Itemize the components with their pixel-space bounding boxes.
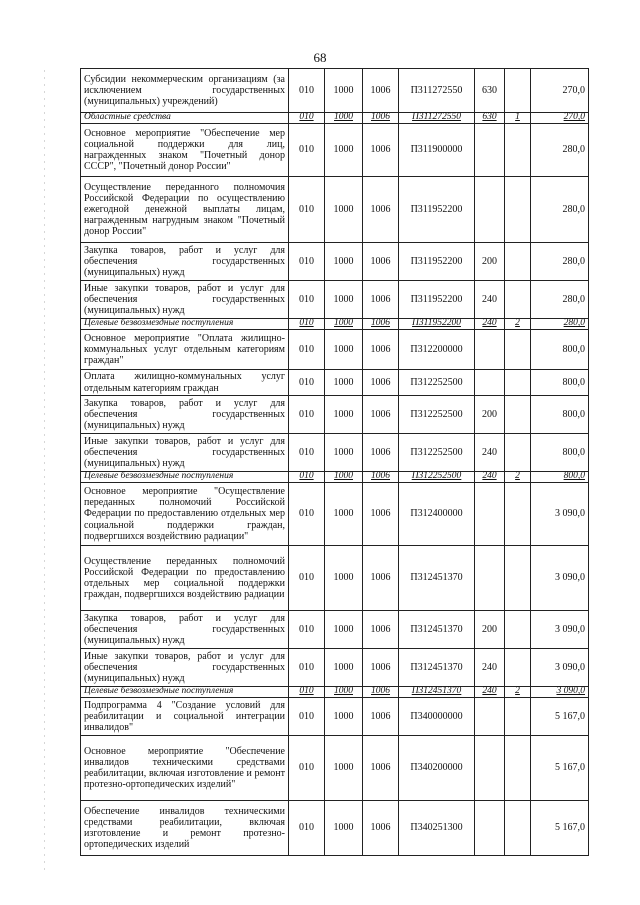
funding-source-code (505, 611, 531, 649)
expense-type-code (475, 736, 505, 801)
expense-type-code: 240 (475, 434, 505, 472)
amount: 800,0 (531, 434, 589, 472)
row-name: Основное мероприятие "Оплата жилищно-коммунальных услуг отдельным категориям граждан" (81, 330, 289, 370)
funding-source-code (505, 69, 531, 113)
funding-source-code: 2 (505, 319, 531, 330)
table-row (81, 243, 589, 281)
section-code: 1000 (325, 434, 363, 472)
table-row-funding-source (81, 687, 589, 698)
amount: 270,0 (531, 69, 589, 113)
binding-margin-marks (44, 70, 45, 870)
row-name: Целевые безвозмездные поступления (81, 319, 289, 330)
row-name: Иные закупки товаров, работ и услуг для обеспечения государственных (муниципальных) нужд (81, 434, 289, 472)
expense-type-code (475, 698, 505, 736)
section-code: 1000 (325, 124, 363, 177)
target-article-code: П312252500 (399, 396, 475, 434)
subsection-code: 1006 (363, 649, 399, 687)
row-name: Основное мероприятие "Обеспечение инвалидов техническими средствами реабилитации, включая изготовление и ремонт протезно-ортопедических изделий" (81, 736, 289, 801)
row-name: Областные средства (81, 113, 289, 124)
ministry-code: 010 (289, 611, 325, 649)
funding-source-code (505, 483, 531, 546)
amount: 3 090,0 (531, 687, 589, 698)
funding-source-code (505, 649, 531, 687)
ministry-code: 010 (289, 698, 325, 736)
section-code: 1000 (325, 801, 363, 856)
funding-source-code (505, 370, 531, 396)
funding-source-code (505, 736, 531, 801)
row-name: Иные закупки товаров, работ и услуг для обеспечения государственных (муниципальных) нужд (81, 649, 289, 687)
subsection-code: 1006 (363, 281, 399, 319)
ministry-code: 010 (289, 434, 325, 472)
amount: 3 090,0 (531, 611, 589, 649)
ministry-code: 010 (289, 330, 325, 370)
subsection-code: 1006 (363, 124, 399, 177)
row-name: Осуществление переданных полномочий Российской Федерации по предоставлению отдельных мер социальной поддержки граждан, подвергшихся воздействию радиации (81, 546, 289, 611)
funding-source-code (505, 281, 531, 319)
amount: 3 090,0 (531, 546, 589, 611)
target-article-code: П312400000 (399, 483, 475, 546)
section-code: 1000 (325, 687, 363, 698)
ministry-code: 010 (289, 370, 325, 396)
funding-source-code (505, 396, 531, 434)
ministry-code: 010 (289, 546, 325, 611)
expense-type-code: 630 (475, 113, 505, 124)
section-code: 1000 (325, 611, 363, 649)
section-code: 1000 (325, 370, 363, 396)
ministry-code: 010 (289, 736, 325, 801)
target-article-code: П312200000 (399, 330, 475, 370)
ministry-code: 010 (289, 177, 325, 243)
target-article-code: П312451370 (399, 546, 475, 611)
row-name: Субсидии некоммерческим организациям (за исключением государственных (муниципальных) учреждений) (81, 69, 289, 113)
expense-type-code (475, 124, 505, 177)
amount: 280,0 (531, 177, 589, 243)
funding-source-code (505, 124, 531, 177)
row-name: Целевые безвозмездные поступления (81, 687, 289, 698)
row-name: Оплата жилищно-коммунальных услуг отдельным категориям граждан (81, 370, 289, 396)
page-number: 68 (313, 50, 327, 65)
row-name: Осуществление переданного полномочия Российской Федерации по осуществлению ежегодной денежной выплаты лицам, награжденным нагрудным знаком "Почетный донор России" (81, 177, 289, 243)
table-row (81, 649, 589, 687)
subsection-code: 1006 (363, 396, 399, 434)
funding-source-code (505, 177, 531, 243)
funding-source-code (505, 801, 531, 856)
expense-type-code: 200 (475, 611, 505, 649)
expense-type-code (475, 177, 505, 243)
target-article-code: П340000000 (399, 698, 475, 736)
table-row-funding-source (81, 113, 589, 124)
row-name: Обеспечение инвалидов техническими средствами реабилитации, включая изготовление и ремонт протезно-ортопедических изделий (81, 801, 289, 856)
subsection-code: 1006 (363, 69, 399, 113)
section-code: 1000 (325, 396, 363, 434)
section-code: 1000 (325, 281, 363, 319)
ministry-code: 010 (289, 649, 325, 687)
subsection-code: 1006 (363, 736, 399, 801)
funding-source-code (505, 546, 531, 611)
budget-table (80, 68, 589, 856)
section-code: 1000 (325, 546, 363, 611)
funding-source-code (505, 243, 531, 281)
target-article-code: П312252500 (399, 472, 475, 483)
expense-type-code (475, 370, 505, 396)
table-row-funding-source (81, 319, 589, 330)
ministry-code: 010 (289, 472, 325, 483)
row-name: Закупка товаров, работ и услуг для обеспечения государственных (муниципальных) нужд (81, 611, 289, 649)
target-article-code: П312451370 (399, 611, 475, 649)
subsection-code: 1006 (363, 687, 399, 698)
amount: 3 090,0 (531, 649, 589, 687)
amount: 800,0 (531, 370, 589, 396)
ministry-code: 010 (289, 483, 325, 546)
ministry-code: 010 (289, 396, 325, 434)
amount: 800,0 (531, 396, 589, 434)
section-code: 1000 (325, 736, 363, 801)
target-article-code: П340251300 (399, 801, 475, 856)
table-row (81, 370, 589, 396)
target-article-code: П312252500 (399, 434, 475, 472)
amount: 800,0 (531, 472, 589, 483)
expense-type-code: 630 (475, 69, 505, 113)
target-article-code: П312451370 (399, 649, 475, 687)
funding-source-code: 1 (505, 113, 531, 124)
funding-source-code: 2 (505, 687, 531, 698)
target-article-code: П311952200 (399, 319, 475, 330)
expense-type-code: 240 (475, 687, 505, 698)
table-row (81, 611, 589, 649)
table-row (81, 483, 589, 546)
subsection-code: 1006 (363, 243, 399, 281)
ministry-code: 010 (289, 687, 325, 698)
table-row (81, 124, 589, 177)
amount: 270,0 (531, 113, 589, 124)
subsection-code: 1006 (363, 801, 399, 856)
section-code: 1000 (325, 698, 363, 736)
ministry-code: 010 (289, 113, 325, 124)
subsection-code: 1006 (363, 434, 399, 472)
table-row (81, 281, 589, 319)
subsection-code: 1006 (363, 113, 399, 124)
target-article-code: П311272550 (399, 113, 475, 124)
section-code: 1000 (325, 177, 363, 243)
row-name: Основное мероприятие "Обеспечение мер социальной поддержки для лиц, награжденных знаком "Почетный донор СССР", "Почетный донор России" (81, 124, 289, 177)
subsection-code: 1006 (363, 177, 399, 243)
amount: 280,0 (531, 243, 589, 281)
funding-source-code (505, 698, 531, 736)
table-row-funding-source (81, 472, 589, 483)
section-code: 1000 (325, 483, 363, 546)
target-article-code: П311900000 (399, 124, 475, 177)
amount: 5 167,0 (531, 801, 589, 856)
subsection-code: 1006 (363, 483, 399, 546)
expense-type-code (475, 546, 505, 611)
section-code: 1000 (325, 649, 363, 687)
subsection-code: 1006 (363, 370, 399, 396)
table-row (81, 546, 589, 611)
ministry-code: 010 (289, 281, 325, 319)
ministry-code: 010 (289, 124, 325, 177)
section-code: 1000 (325, 69, 363, 113)
expense-type-code: 240 (475, 319, 505, 330)
expense-type-code (475, 330, 505, 370)
table-row (81, 434, 589, 472)
amount: 280,0 (531, 281, 589, 319)
amount: 3 090,0 (531, 483, 589, 546)
table-row (81, 396, 589, 434)
table-row (81, 177, 589, 243)
row-name: Закупка товаров, работ и услуг для обеспечения государственных (муниципальных) нужд (81, 243, 289, 281)
table-row (81, 330, 589, 370)
section-code: 1000 (325, 330, 363, 370)
section-code: 1000 (325, 113, 363, 124)
ministry-code: 010 (289, 69, 325, 113)
table-row (81, 801, 589, 856)
target-article-code: П312252500 (399, 370, 475, 396)
section-code: 1000 (325, 243, 363, 281)
subsection-code: 1006 (363, 472, 399, 483)
row-name: Иные закупки товаров, работ и услуг для обеспечения государственных (муниципальных) нужд (81, 281, 289, 319)
subsection-code: 1006 (363, 330, 399, 370)
expense-type-code: 240 (475, 472, 505, 483)
table-row (81, 69, 589, 113)
expense-type-code: 200 (475, 396, 505, 434)
subsection-code: 1006 (363, 546, 399, 611)
table-row (81, 736, 589, 801)
amount: 5 167,0 (531, 698, 589, 736)
subsection-code: 1006 (363, 611, 399, 649)
section-code: 1000 (325, 319, 363, 330)
expense-type-code (475, 801, 505, 856)
row-name: Целевые безвозмездные поступления (81, 472, 289, 483)
target-article-code: П311272550 (399, 69, 475, 113)
target-article-code: П311952200 (399, 281, 475, 319)
target-article-code: П311952200 (399, 177, 475, 243)
table-row (81, 698, 589, 736)
target-article-code: П340200000 (399, 736, 475, 801)
expense-type-code: 200 (475, 243, 505, 281)
expense-type-code: 240 (475, 281, 505, 319)
amount: 800,0 (531, 330, 589, 370)
target-article-code: П312451370 (399, 687, 475, 698)
row-name: Подпрограмма 4 "Создание условий для реабилитации и социальной интеграции инвалидов" (81, 698, 289, 736)
budget-table-body (81, 69, 589, 856)
amount: 280,0 (531, 124, 589, 177)
subsection-code: 1006 (363, 698, 399, 736)
ministry-code: 010 (289, 801, 325, 856)
target-article-code: П311952200 (399, 243, 475, 281)
subsection-code: 1006 (363, 319, 399, 330)
section-code: 1000 (325, 472, 363, 483)
funding-source-code: 2 (505, 472, 531, 483)
funding-source-code (505, 330, 531, 370)
expense-type-code (475, 483, 505, 546)
ministry-code: 010 (289, 243, 325, 281)
amount: 5 167,0 (531, 736, 589, 801)
row-name: Закупка товаров, работ и услуг для обеспечения государственных (муниципальных) нужд (81, 396, 289, 434)
amount: 280,0 (531, 319, 589, 330)
row-name: Основное мероприятие "Осуществление переданных полномочий Российской Федерации по предоставлению отдельных мер социальной поддержки граждан, подвергшихся воздействию радиации" (81, 483, 289, 546)
expense-type-code: 240 (475, 649, 505, 687)
funding-source-code (505, 434, 531, 472)
ministry-code: 010 (289, 319, 325, 330)
